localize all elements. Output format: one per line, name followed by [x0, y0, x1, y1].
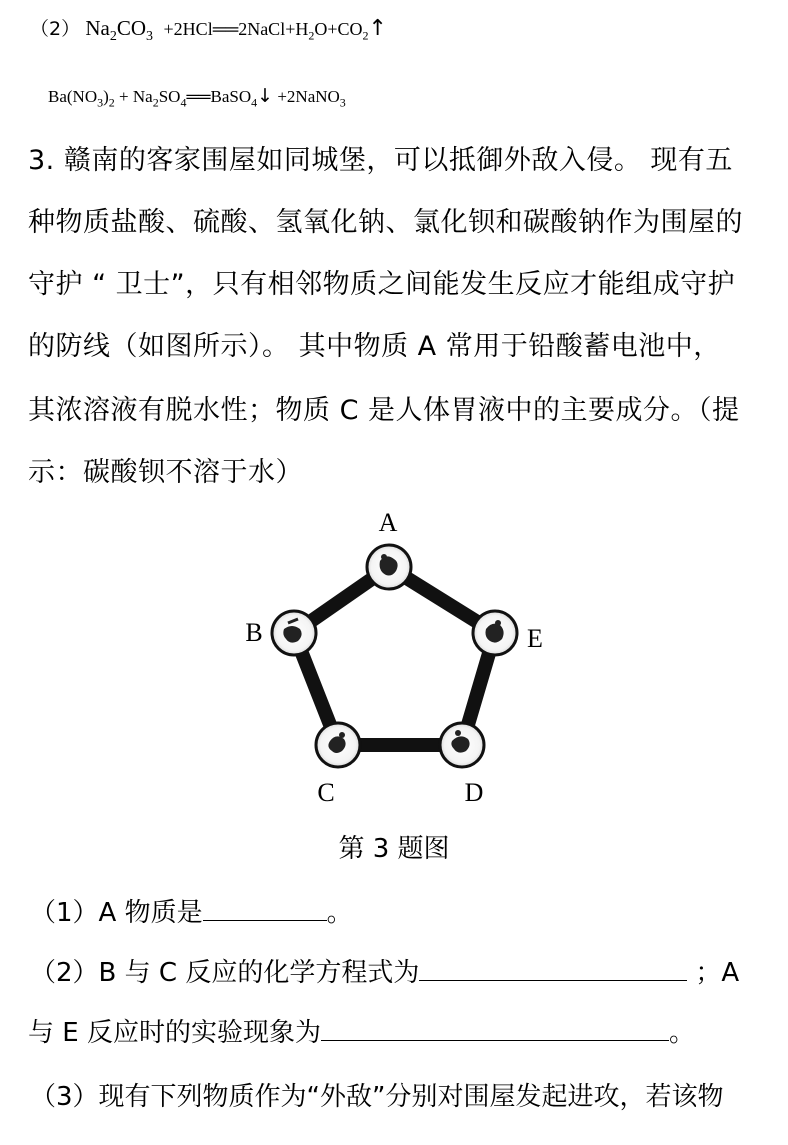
sub-question-2b — [28, 1012, 695, 1049]
eq-text: + Na — [114, 87, 153, 106]
guard-node-c — [316, 723, 360, 767]
sub-question-text: （2）B 与 C 反应的化学方程式为 — [30, 958, 420, 988]
eq-prefix: （2） — [30, 18, 81, 40]
eq-text: Na — [85, 16, 110, 40]
sub-question-3: （3）现有下列物质作为“外敌”分别对围屋发起进攻，若该物 — [30, 1082, 724, 1112]
sub-question-text: 与 E 反应时的实验现象为 — [28, 1018, 321, 1048]
eq-text: ) — [103, 87, 109, 106]
answer-blank-2[interactable] — [419, 958, 687, 981]
eq-sub: 2 — [308, 28, 315, 43]
question-line-2: 种物质盐酸、硫酸、氢氧化钠、氯化钡和碳酸钠作为围屋的 — [28, 207, 743, 238]
question-line-3: 守护 “ 卫士”，只有相邻物质之间能发生反应才能组成守护 — [28, 269, 736, 300]
eq-text: Ba(NO — [48, 87, 98, 106]
eq-text: O+CO — [314, 19, 363, 39]
equation-bano3-na2so4 — [48, 85, 346, 110]
question-line-4: 的防线（如图所示）。 其中物质 A 常用于铅酸蓄电池中， — [28, 331, 721, 362]
label-a: A — [378, 508, 398, 537]
precipitate-arrow-icon: ↓ — [257, 85, 274, 107]
gas-arrow-icon: ↑ — [368, 16, 387, 41]
eq-reactant — [85, 16, 154, 45]
guard-node-e — [473, 611, 517, 655]
sub-question-2 — [30, 952, 739, 989]
eq-text: +2NaNO — [273, 87, 340, 106]
eq-sub: 2 — [362, 28, 369, 43]
label-e: E — [527, 624, 543, 653]
answer-blank-3[interactable] — [321, 1018, 669, 1041]
eq-sub: 4 — [180, 95, 187, 110]
sub-question-end: ；A — [695, 958, 740, 988]
eq-sub: 3 — [146, 29, 154, 45]
eq-sub: 2 — [109, 29, 117, 45]
answer-blank-1[interactable] — [203, 898, 327, 921]
guard-node-b — [272, 611, 316, 655]
eq-rest — [163, 16, 387, 43]
figure-caption: 第 3 题图 — [338, 834, 450, 864]
pentagon-walls — [294, 567, 495, 745]
question-line-1: 3. 赣南的客家围屋如同城堡，可以抵御外敌入侵。 现有五 — [28, 145, 733, 176]
guard-node-d — [440, 723, 484, 767]
sub-question-end: 。 — [326, 898, 353, 928]
eq-sub: 2 — [108, 95, 115, 110]
eq-text: ══BaSO — [186, 87, 252, 106]
eq-sub: 3 — [339, 95, 346, 110]
eq-text: SO — [158, 87, 181, 106]
eq-text: +2HCl══2NaCl+H — [163, 19, 309, 39]
pentagon-defense-diagram — [240, 505, 550, 805]
sub-question-text: （1）A 物质是 — [30, 898, 203, 928]
eq-sub: 2 — [152, 95, 159, 110]
eq-sub: 4 — [251, 95, 258, 110]
eq-text: CO — [116, 16, 147, 40]
guard-node-a — [367, 545, 411, 589]
sub-question-end: 。 — [668, 1018, 695, 1048]
eq-sub: 3 — [97, 95, 104, 110]
label-d: D — [464, 778, 484, 805]
sub-question-1 — [30, 892, 353, 929]
label-b: B — [245, 618, 263, 647]
equation-na2co3-hcl — [30, 14, 387, 45]
label-c: C — [317, 778, 335, 805]
question-line-5: 其浓溶液有脱水性；物质 C 是人体胃液中的主要成分。（提 — [28, 395, 740, 426]
question-line-6: 示：碳酸钡不溶于水） — [28, 457, 303, 488]
